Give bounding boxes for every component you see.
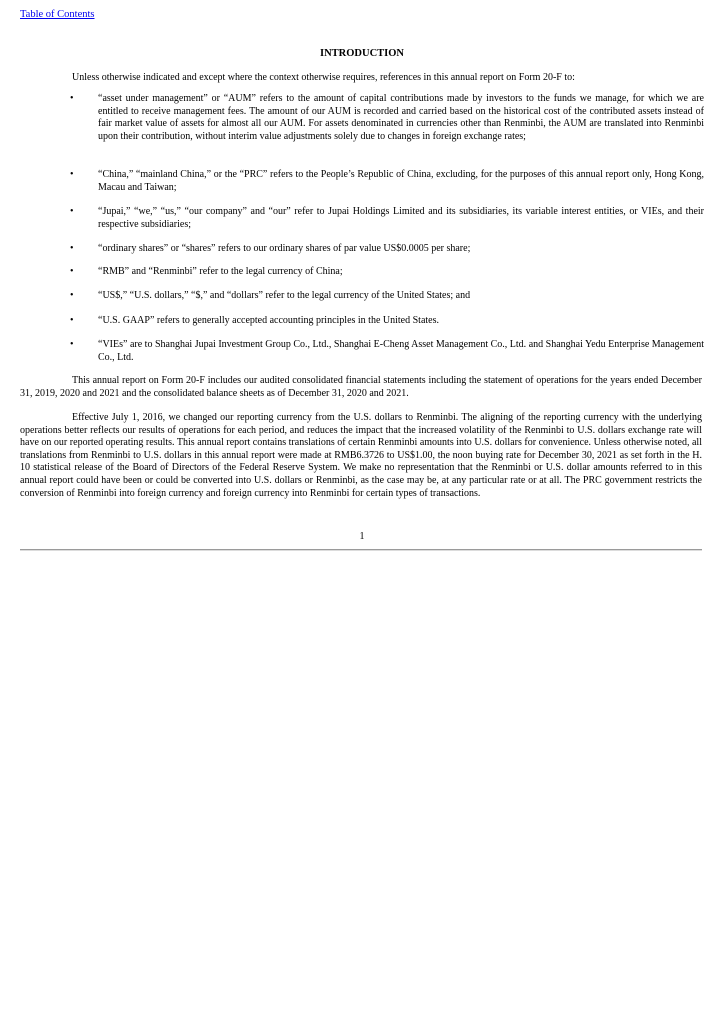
bullet-icon: • bbox=[70, 339, 74, 350]
definition-text: “RMB” and “Renminbi” refer to the legal currency of China; bbox=[98, 266, 343, 277]
bullet-icon: • bbox=[70, 93, 74, 104]
bullet-icon: • bbox=[70, 266, 74, 277]
definition-text: “Jupai,” “we,” “us,” “our company” and “our” refer to Jupai Holdings Limited and its subsidiaries, its variable interest entities, or VIEs, and their respective subsidiaries; bbox=[98, 206, 704, 230]
definition-text: “US$,” “U.S. dollars,” “$,” and “dollars” refer to the legal currency of the United States; and bbox=[98, 290, 471, 301]
paragraph-reporting-currency: Effective July 1, 2016, we changed our reporting currency from the U.S. dollars to Renminbi. The aligning of the reporting currency with the underlying operations better reflects our results of operations for each period, and reduces the impact that the increased volatility of the Renminbi to U.S. dollars exchange rate will have on our reported operating results. This annual report contains translations of certain Renminbi amounts into U.S. dollars for convenience. Unless otherwise noted, all translations from Renminbi to U.S. dollars in this annual report were made at RMB6.3726 to US$1.00, the noon buying rate for December 30, 2021 as set forth in the H. 10 statistical release of the Board of Directors of the Federal Reserve System. We make no representation that the Renminbi or U.S. dollar amounts referred to in this annual report could have been or could be converted into U.S. dollars or Renminbi, as the case may be, at any particular rate or at all. The PRC government restricts the conversion of Renminbi into foreign currency and foreign currency into Renminbi for certain types of transactions. bbox=[20, 412, 702, 499]
definition-text: “U.S. GAAP” refers to generally accepted accounting principles in the United States. bbox=[98, 315, 440, 326]
bullet-icon: • bbox=[70, 315, 74, 326]
bullet-icon: • bbox=[70, 169, 74, 180]
intro-sentence: Unless otherwise indicated and except where the context otherwise requires, references in this annual report on Form 20-F to: bbox=[72, 72, 575, 83]
definition-text: “VIEs” are to Shanghai Jupai Investment Group Co., Ltd., Shanghai E-Cheng Asset Management Co., Ltd. and Shanghai Yedu Enterprise Management Co., Ltd. bbox=[98, 339, 704, 363]
bullet-icon: • bbox=[70, 290, 74, 301]
page-title: INTRODUCTION bbox=[319, 48, 404, 59]
definition-text: “asset under management” or “AUM” refers to the amount of capital contributions made by investors to the funds we manage, for which we are entitled to receive management fees. The amount of our AUM is recorded and carried based on the historical cost of the contributed assets instead of fair market value of assets for almost all our AUM. For assets denominated in currencies other than Renminbi, the AUM are translated into Renminbi upon their contribution, without interim value adjustments solely due to changes in foreign exchange rates; bbox=[98, 93, 704, 142]
page-number: 1 bbox=[359, 531, 365, 542]
page-divider bbox=[20, 549, 702, 551]
table-of-contents-link[interactable]: Table of Contents bbox=[20, 9, 95, 20]
bullet-icon: • bbox=[70, 243, 74, 254]
definition-text: “China,” “mainland China,” or the “PRC” refers to the People’s Republic of China, excluding, for the purposes of this annual report only, Hong Kong, Macau and Taiwan; bbox=[98, 169, 704, 193]
bullet-icon: • bbox=[70, 206, 74, 217]
definition-text: “ordinary shares” or “shares” refers to our ordinary shares of par value US$0.0005 per share; bbox=[98, 243, 471, 254]
paragraph-financial-statements: This annual report on Form 20-F includes our audited consolidated financial statements including the statement of operations for the years ended December 31, 2019, 2020 and 2021 and the consolidated balance sheets as of December 31, 2020 and 2021. bbox=[20, 375, 702, 399]
